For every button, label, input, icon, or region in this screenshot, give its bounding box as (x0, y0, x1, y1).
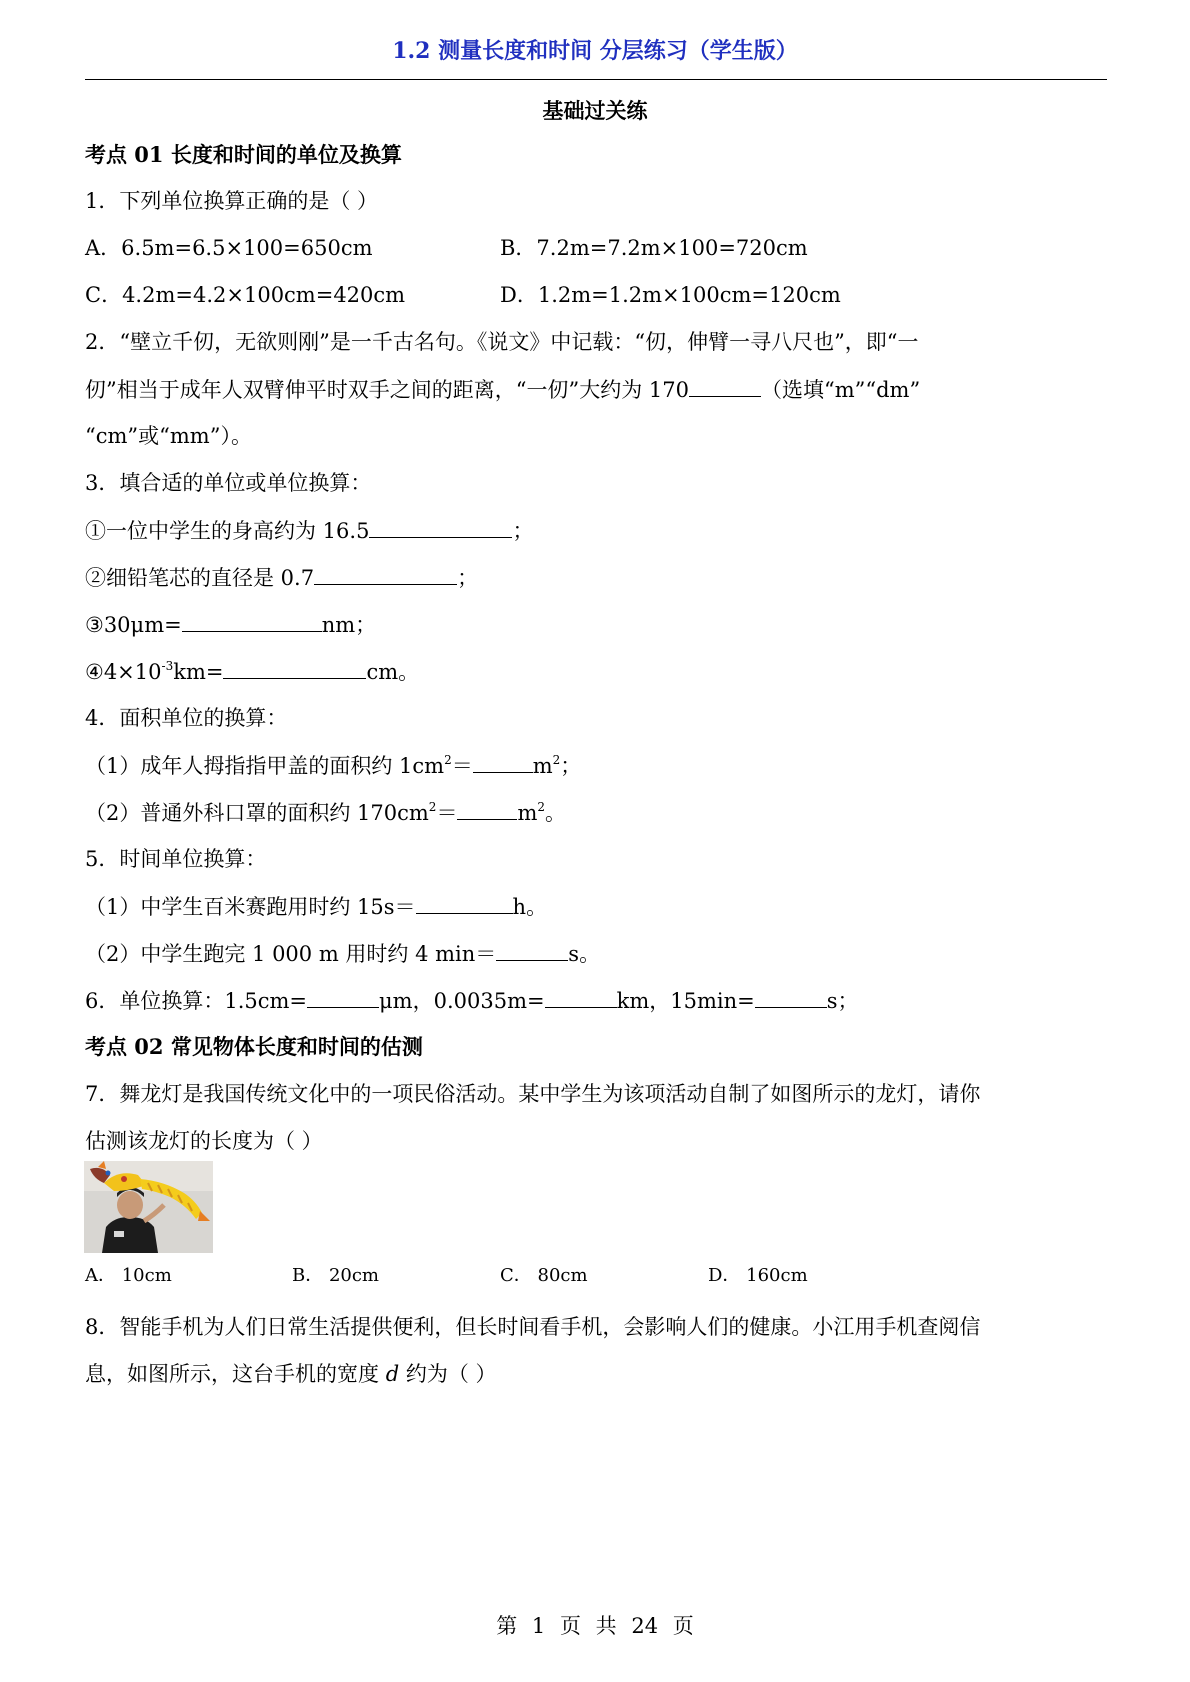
topic-heading-01: 考点 01 长度和时间的单位及换算 (85, 142, 402, 167)
equals-sign: ＝ (451, 754, 473, 778)
footer-text: 第 (496, 1614, 518, 1638)
exponent: 2 (552, 753, 561, 767)
question-7-option-d: D． 160cm (708, 1265, 808, 1286)
answer-blank[interactable] (545, 985, 617, 1008)
question-3-item-2 (85, 562, 478, 593)
question-1-option-c: C．4.2m=4.2×100cm=420cm (85, 283, 406, 307)
document-title: 1.2 测量长度和时间 分层练习（学生版） (392, 38, 798, 64)
question-2-line-2 (85, 374, 920, 405)
question-5-stem: 5．时间单位换算： (85, 847, 267, 871)
unit: m (517, 801, 538, 825)
question-6-text: km，15min= (616, 989, 755, 1013)
item-punct: ； (457, 566, 479, 590)
part-text: （2）中学生跑完 1 000 m 用时约 4 min＝ (85, 942, 497, 966)
answer-blank[interactable] (473, 750, 533, 773)
answer-blank[interactable] (416, 891, 513, 914)
item-text: ②细铅笔芯的直径是 0.7 (85, 566, 315, 590)
question-6-text: μm，0.0035m= (379, 989, 545, 1013)
question-5-part-1 (85, 891, 547, 922)
question-3-stem: 3．填合适的单位或单位换算： (85, 471, 372, 495)
question-6-text: s； (826, 989, 859, 1013)
question-4-part-1 (85, 750, 581, 781)
question-1-option-a: A．6.5m=6.5×100=650cm (85, 236, 373, 260)
unit: m (532, 754, 553, 778)
dragon-lantern-photo (84, 1161, 213, 1253)
item-text: ④4×10 (85, 660, 162, 684)
punct: ； (560, 754, 582, 778)
item-punct: ； (512, 519, 534, 543)
question-7-line-1: 7．舞龙灯是我国传统文化中的一项民俗活动。某中学生为该项活动自制了如图所示的龙灯，请你 (85, 1082, 981, 1106)
question-1-option-d: D．1.2m=1.2m×100cm=120cm (500, 283, 841, 307)
question-2-text-hint: （选填“m”“dm” (760, 378, 921, 402)
answer-blank[interactable] (314, 562, 457, 585)
footer-text: 共 (595, 1614, 617, 1638)
question-4-part-2 (85, 797, 566, 828)
question-3-item-1 (85, 515, 533, 546)
item-text: ③30μm= (85, 613, 182, 637)
question-4-stem: 4．面积单位的换算： (85, 706, 288, 730)
answer-blank[interactable] (689, 374, 761, 397)
equals-sign: ＝ (436, 801, 458, 825)
question-2-line-3: “cm”或“mm”）。 (85, 424, 252, 448)
dragon-lantern-illustration (84, 1161, 213, 1253)
unit: s。 (568, 942, 601, 966)
question-7-line-2: 估测该龙灯的长度为（ ） (85, 1129, 323, 1153)
item-text: ①一位中学生的身高约为 16.5 (85, 519, 370, 543)
answer-blank[interactable] (223, 656, 366, 679)
variable-d: d (385, 1362, 400, 1386)
part-text: （1）中学生百米赛跑用时约 15s＝ (85, 895, 416, 919)
question-8-line-2 (85, 1359, 497, 1389)
question-7-option-c: C． 80cm (500, 1265, 588, 1286)
question-1-stem: 1．下列单位换算正确的是（ ） (85, 189, 379, 213)
part-text: （2）普通外科口罩的面积约 170cm (85, 801, 429, 825)
item-unit: cm。 (366, 660, 420, 684)
answer-blank[interactable] (182, 609, 322, 632)
question-5-part-2 (85, 938, 600, 969)
question-8-line-1: 8．智能手机为人们日常生活提供便利，但长时间看手机，会影响人们的健康。小江用手机查阅信 (85, 1315, 981, 1339)
item-unit: km= (173, 660, 224, 684)
question-2-line-1: 2．“壁立千仞，无欲则刚”是一千古名句。《说文》中记载：“仞，伸臂一寻八尺也”，即“一 (85, 330, 919, 354)
answer-blank[interactable] (457, 797, 517, 820)
answer-blank[interactable] (369, 515, 512, 538)
header-divider (85, 79, 1107, 80)
topic-heading-02: 考点 02 常见物体长度和时间的估测 (85, 1034, 423, 1059)
answer-blank[interactable] (496, 938, 568, 961)
total-pages: 24 (631, 1614, 659, 1638)
unit: h。 (512, 895, 548, 919)
question-8-text: 约为（ ） (399, 1362, 497, 1386)
question-8-text: 息，如图所示，这台手机的宽度 (85, 1362, 386, 1386)
question-3-item-3 (85, 609, 376, 640)
exponent: 2 (537, 800, 545, 814)
answer-blank[interactable] (307, 985, 379, 1008)
item-unit: nm； (321, 613, 377, 637)
question-2-text: 仞”相当于成年人双臂伸平时双手之间的距离，“一仞”大约为 170 (85, 378, 689, 402)
question-7-option-a: A． 10cm (85, 1265, 172, 1286)
exponent: 2 (428, 800, 437, 814)
question-3-item-4 (85, 656, 419, 687)
page-number: 1 (531, 1614, 546, 1638)
section-heading: 基础过关练 (542, 98, 648, 123)
answer-blank[interactable] (755, 985, 827, 1008)
exponent: 2 (444, 753, 452, 767)
page-footer (0, 1610, 1190, 1640)
question-7-option-b: B． 20cm (292, 1265, 380, 1286)
footer-text: 页 (672, 1614, 694, 1638)
punct: 。 (545, 801, 566, 825)
part-text: （1）成年人拇指指甲盖的面积约 1cm (85, 754, 445, 778)
question-1-option-b: B．7.2m=7.2m×100=720cm (500, 236, 808, 260)
exponent: -3 (161, 659, 174, 673)
question-6-text: 6．单位换算：1.5cm= (85, 989, 308, 1013)
question-6 (85, 985, 859, 1016)
footer-text: 页 (559, 1614, 581, 1638)
